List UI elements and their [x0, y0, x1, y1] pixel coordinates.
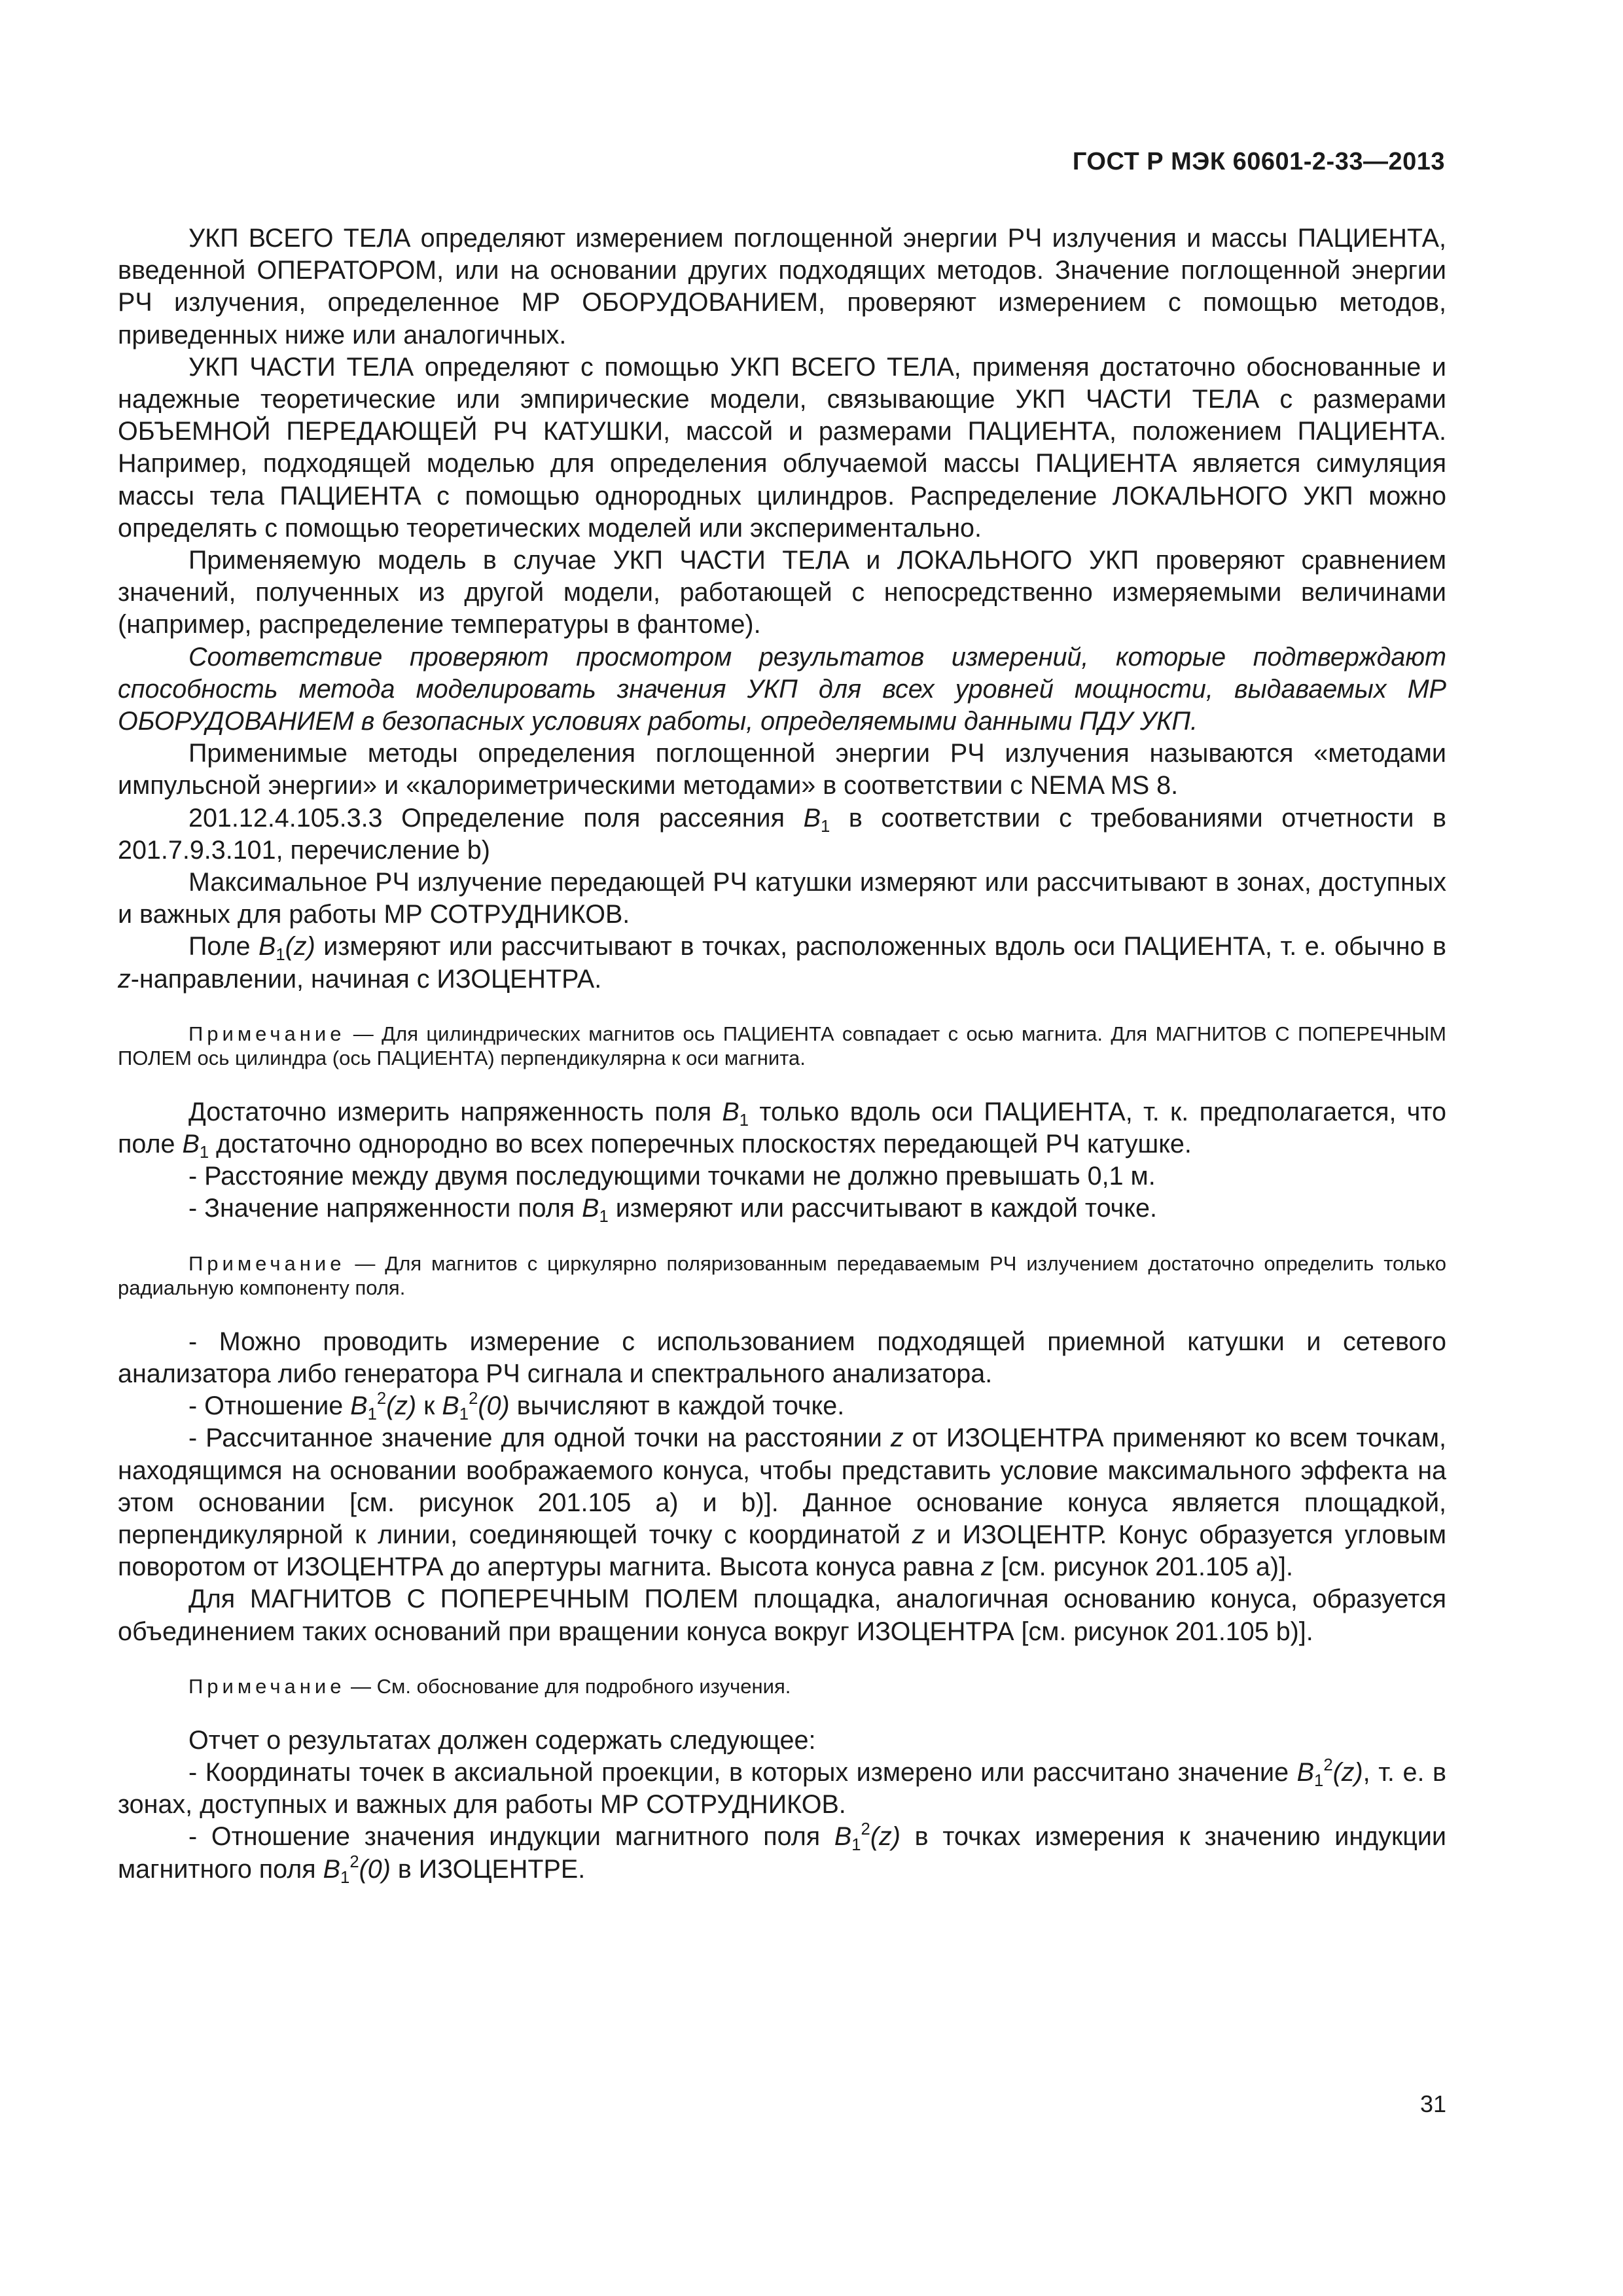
note: Примечание — Для цилиндрических магнитов ось ПАЦИЕНТА совпадает с осью магнита. Для МАГНИТОВ С ПОПЕРЕЧНЫМ ПОЛЕМ ось цилиндра (ось ПАЦИЕНТА) перпендикулярна к оси магнита. [118, 1022, 1446, 1069]
note: Примечание — Для магнитов с циркулярно поляризованным передаваемым РЧ излучением достаточно определить только радиальную компоненту поля. [118, 1251, 1446, 1299]
standard-designation: ГОСТ Р МЭК 60601-2-33—2013 [1072, 148, 1445, 175]
paragraph: Применяемую модель в случае УКП ЧАСТИ ТЕЛА и ЛОКАЛЬНОГО УКП проверяют сравнением значений, полученных из другой модели, работающей с непосредственно измеряемыми величинами (например, распределение температуры в фантоме). [118, 546, 1446, 639]
paragraph: Применимые методы определения поглощенной энергии РЧ излучения называются «методами импульсной энергии» и «калориметрическими методами» в соответствии с NEMA MS 8. [118, 739, 1446, 800]
paragraph: Достаточно измерить напряженность поля $B_1$ только вдоль оси ПАЦИЕНТА, т. к. предполагается, что поле $B_1$ достаточно однородно во всех поперечных плоскостях передающей РЧ катушке. [118, 1097, 1446, 1162]
paragraph: Для МАГНИТОВ С ПОПЕРЕЧНЫМ ПОЛЕМ площадка, аналогичная основанию конуса, образуется объединением таких оснований при вращении конуса вокруг ИЗОЦЕНТРА [см. рисунок 201.105 b)]. [118, 1585, 1446, 1646]
list-item: - Координаты точек в аксиальной проекции, в которых измерено или рассчитано значение $B_1^2(z)$, т. е. в зонах, доступных и важных для работы МР СОТРУДНИКОВ. [118, 1755, 1446, 1820]
list-item: - Значение напряженности поля $B_1$ измеряют или рассчитывают в каждой точке. [188, 1194, 1157, 1227]
document-body [118, 223, 1446, 1886]
page-number: 31 [1419, 2090, 1446, 2117]
paragraph: УКП ЧАСТИ ТЕЛА определяют с помощью УКП ВСЕГО ТЕЛА, применяя достаточно обоснованные и надежные теоретические или эмпирические модели, связывающие УКП ЧАСТИ ТЕЛА с размерами ОБЪЕМНОЙ ПЕРЕДАЮЩЕЙ РЧ КАТУШКИ, массой и размерами ПАЦИЕНТА, положением ПАЦИЕНТА. Например, подходящей моделью для определения облучаемой массы ПАЦИЕНТА является симуляция массы тела ПАЦИЕНТА с помощью однородных цилиндров. Распределение ЛОКАЛЬНОГО УКП можно определять с помощью теоретических моделей или экспериментально. [118, 352, 1446, 543]
list-item: - Можно проводить измерение с использованием подходящей приемной катушки и сетевого анализатора либо генератора РЧ сигнала и спектрального анализатора. [118, 1327, 1446, 1388]
list-item: - Рассчитанное значение для одной точки на расстоянии z от ИЗОЦЕНТРА применяют ко всем точкам, находящимся на основании воображаемого конуса, чтобы представить условие максимального эффекта на этом основании [см. рисунок 201.105 a) и b)]. Данное основание конуса является площадкой, перпендикулярной к линии, соединяющей точку с координатой z и ИЗОЦЕНТР. Конус образуется угловым поворотом от ИЗОЦЕНТРА до апертуры магнита. Высота конуса равна z [см. рисунок 201.105 a)]. [118, 1424, 1446, 1582]
paragraph: Поле $B_1(z)$ измеряют или рассчитывают в точках, расположенных вдоль оси ПАЦИЕНТА, т. е. обычно в z-направлении, начиная с ИЗОЦЕНТРА. [118, 932, 1446, 994]
list-item: - Расстояние между двумя последующими точками не должно превышать 0,1 м. [188, 1162, 1156, 1191]
note: Примечание — См. обоснование для подробного изучения. [188, 1674, 791, 1698]
paragraph: Отчет о результатах должен содержать следующее: [188, 1725, 816, 1755]
compliance-paragraph: Соответствие проверяют просмотром результатов измерений, которые подтверждают способность метода моделировать значения УКП для всех уровней мощности, выдаваемых МР ОБОРУДОВАНИЕМ в безопасных условиях работы, определяемыми данными ПДУ УКП. [118, 642, 1446, 736]
paragraph: Максимальное РЧ излучение передающей РЧ катушки измеряют или рассчитывают в зонах, доступных и важных для работы МР СОТРУДНИКОВ. [118, 868, 1446, 929]
list-item: - Отношение значения индукции магнитного поля $B_1^2(z)$ в точках измерения к значению индукции магнитного поля $B_1^2(0)$ в ИЗОЦЕНТРЕ. [118, 1820, 1446, 1887]
list-item: - Отношение $B_1^2(z)$ к $B_1^2(0)$ вычисляют в каждой точке. [188, 1390, 845, 1424]
paragraph: УКП ВСЕГО ТЕЛА определяют измерением поглощенной энергии РЧ излучения и массы ПАЦИЕНТА, введенной ОПЕРАТОРОМ, или на основании других подходящих методов. Значение поглощенной энергии РЧ излучения, определенное МР ОБОРУДОВАНИЕМ, проверяют измерением с помощью методов, приведенных ниже или аналогичных. [118, 224, 1446, 350]
clause-heading: 201.12.4.105.3.3 Определение поля рассеяния $B_1$ в соответствии с требованиями отчетности в 201.7.9.3.101, перечисление b) [118, 803, 1446, 865]
